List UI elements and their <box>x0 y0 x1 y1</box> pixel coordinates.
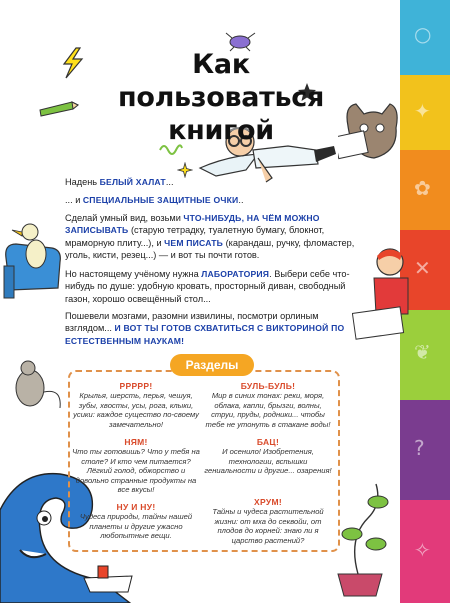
text: (старую тетрадку, туалетную бумагу, блокнот, мраморную плиту...), и <box>65 225 325 248</box>
paw-icon: ✿ <box>414 176 431 200</box>
mouse-illustration <box>6 358 66 414</box>
text: ... и <box>65 195 83 205</box>
paragraph-5 <box>65 310 355 347</box>
highlight-write-with: ЧЕМ ПИСАТЬ <box>164 237 224 248</box>
text: (карандаш, ручку, фломастер, уголь, кисти, резец...) — и вот ты почти готов. <box>65 237 355 261</box>
cat-illustration <box>338 96 404 168</box>
sections-label: Разделы <box>170 354 254 376</box>
highlight-white-coat: БЕЛЫЙ ХАЛАТ <box>99 177 166 187</box>
question-icon: ? <box>414 436 425 460</box>
page-title <box>96 48 346 147</box>
boy-notebook-illustration <box>352 244 414 340</box>
section-bul-bul <box>204 381 332 429</box>
tab-bubbles[interactable] <box>400 0 450 75</box>
section-text: И осенило! Изобретения, технологии, вспышки гениальности и другие... озарения! <box>204 447 332 476</box>
text: Но настоящему учёному нужна <box>65 269 202 279</box>
lightning-doodle <box>58 46 88 80</box>
fork-icon: ✕ <box>414 256 431 280</box>
section-rrr <box>72 381 200 429</box>
pencil-doodle <box>36 96 82 118</box>
section-khrum <box>204 497 332 545</box>
section-text: Чудеса природы, тайны нашей планеты и другие ужасно любопытные вещи. <box>79 512 193 541</box>
highlight-laboratory: ЛАБОРАТОРИЯ <box>201 269 270 279</box>
text: . Выбери себе что-нибудь по душе: удобную кровать, просторный диван, свободный газон, хорошо освещённый стол... <box>65 269 350 304</box>
paragraph-4 <box>65 268 355 305</box>
section-text: Что ты готовишь? Что у тебя на столе? И кто чем питается? Лёгкий голод, обжорство и довольно странные продукты на все вкусы! <box>72 447 200 495</box>
page-title-line1: Как пользоваться <box>117 49 325 113</box>
text: Сделай умный вид, возьми <box>65 213 184 223</box>
star-icon: ✦ <box>414 99 431 123</box>
section-heading: РРРРР! <box>119 381 153 391</box>
section-nu-i-nu <box>72 502 200 541</box>
section-text: Крылья, шерсть, перья, чешуя, зубы, хвосты, усы, рога, клыки, усики: каждое существо по-своему замечательно! <box>73 391 199 429</box>
text: .. <box>238 195 244 205</box>
tab-paws[interactable] <box>400 150 450 230</box>
bubble-icon: ○ <box>414 22 432 46</box>
section-text: Мир в синих тонах: реки, моря, облака, капли, брызги, волны, струи, пруды, родники... чтобы тебе не утонуть в стакане воды! <box>205 391 331 429</box>
page-title-line2: книгой <box>168 115 274 146</box>
leaf-icon: ❦ <box>414 340 431 364</box>
highlight-write-on: ЧТО-НИБУДЬ, НА ЧЁМ МОЖНО ЗАПИСЫВАТЬ <box>65 213 320 236</box>
highlight-ready-quiz: И ВОТ ТЫ ГОТОВ СХВАТИТЬСЯ С ВИКТОРИНОЙ ПО ЕСТЕСТВЕННЫМ НАУКАМ! <box>65 323 345 346</box>
paragraph-3 <box>65 212 355 262</box>
tab-stars[interactable] <box>400 75 450 150</box>
section-bats <box>204 437 332 476</box>
text: Пошевели мозгами, разомни извилины, посмотри орлиным взглядом... <box>65 311 319 334</box>
text: ... <box>165 177 174 187</box>
highlight-goggles: СПЕЦИАЛЬНЫЕ ЗАЩИТНЫЕ ОЧКИ <box>82 195 239 205</box>
section-heading: ХРУМ! <box>254 497 282 507</box>
section-heading: НЯМ! <box>124 437 148 447</box>
text: Надень <box>65 177 100 187</box>
section-heading: БУЛЬ-БУЛЬ! <box>240 381 296 391</box>
bird-armchair-illustration <box>0 218 70 306</box>
bulb-icon: ✧ <box>414 538 431 562</box>
section-nyam <box>72 437 200 495</box>
section-text: Тайны и чудеса растительной жизни: от мха до секвойи, от плодов до корней: знаю ли я царство растений? <box>212 507 324 545</box>
section-heading: НУ И НУ! <box>116 502 156 512</box>
section-heading: БАЦ! <box>256 437 280 447</box>
paragraph-2 <box>65 194 355 206</box>
paragraph-1 <box>65 176 355 188</box>
